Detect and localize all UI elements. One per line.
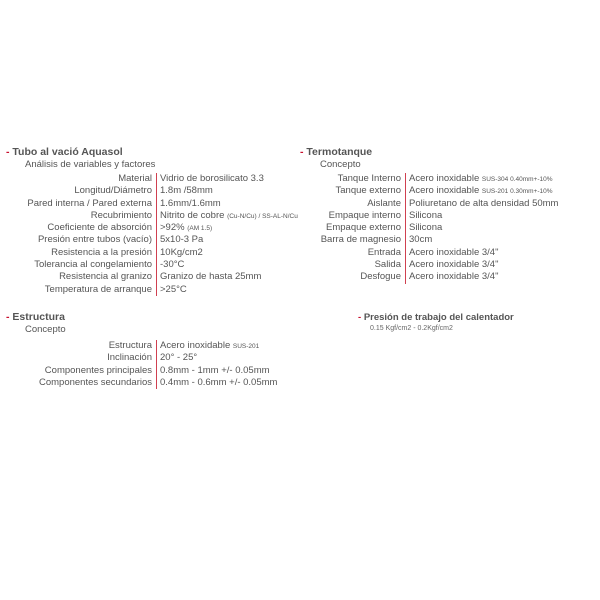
- spec-row: [6, 173, 296, 185]
- spec-value: [409, 259, 498, 271]
- spec-value-note: SUS-201: [232, 343, 260, 350]
- spec-value-note: (Cu-N/Cu) / SS-AL-N/Cu: [227, 212, 298, 220]
- spec-value-main: Acero inoxidable: [160, 340, 233, 351]
- spec-value-main: Vidrio de borosilicato 3.3: [160, 173, 264, 184]
- spec-label: Temperatura de arranque: [44, 283, 152, 295]
- spec-row: [6, 340, 296, 352]
- spec-label: Tanque externo: [335, 185, 401, 197]
- spec-label: Material: [118, 173, 152, 184]
- termotanque-section: [300, 146, 600, 284]
- spec-row: [300, 247, 600, 259]
- spec-row: [6, 198, 296, 210]
- spec-value-note: (AM 1.5): [187, 225, 213, 233]
- spec-row: [6, 185, 296, 197]
- spec-value-main: >25°C: [160, 283, 187, 295]
- spec-value-main: 0.8mm - 1mm +/- 0.05mm: [160, 364, 270, 376]
- spec-row: [300, 222, 600, 234]
- spec-value: [160, 352, 197, 364]
- column-divider: [405, 173, 406, 284]
- spec-label: Barra de magnesio: [320, 234, 401, 246]
- spec-value-main: Silicona: [409, 222, 443, 234]
- column-divider: [156, 340, 157, 389]
- estructura-table: [6, 340, 296, 389]
- spec-label: Inclinación: [107, 352, 152, 364]
- bullet-icon: -: [358, 312, 362, 323]
- spec-value: [409, 271, 498, 283]
- estructura-section: [6, 311, 296, 389]
- spec-value-main: 30cm: [409, 234, 433, 246]
- estructura-title: - Estructura: [6, 311, 65, 323]
- tubo-table: [6, 173, 296, 296]
- spec-value: [409, 210, 442, 222]
- spec-value: [160, 365, 270, 377]
- spec-value-main: -30°C: [160, 259, 185, 271]
- spec-value: [160, 185, 213, 197]
- bullet-icon: -: [6, 311, 10, 323]
- spec-label: Tanque Interno: [337, 173, 401, 184]
- spec-label: Pared interna / Pared externa: [27, 197, 152, 209]
- spec-row: [6, 247, 296, 259]
- bullet-icon: -: [6, 146, 10, 158]
- spec-value: [160, 198, 221, 210]
- spec-value: [160, 210, 298, 223]
- spec-label: Empaque externo: [326, 222, 401, 234]
- spec-row: [300, 234, 600, 246]
- spec-value-main: 20° - 25°: [160, 352, 198, 364]
- spec-row: [300, 271, 600, 283]
- spec-value: [409, 185, 553, 198]
- spec-label: Coeficiente de absorción: [47, 222, 152, 234]
- spec-value: [409, 222, 442, 234]
- spec-label: Longitud/Diámetro: [74, 185, 152, 197]
- spec-label: Componentes secundarios: [38, 376, 152, 388]
- spec-label: Presión entre tubos (vacío): [37, 234, 152, 246]
- spec-label: Tolerancia al congelamiento: [34, 259, 152, 271]
- tubo-subtitle: Análisis de variables y factores: [25, 159, 156, 170]
- presion-value: 0.15 Kgf/cm2 - 0.2Kgf/cm2: [370, 325, 453, 332]
- spec-value-main: 1.6mm/1.6mm: [160, 197, 221, 209]
- spec-value: [409, 234, 432, 246]
- spec-label: Desfogue: [360, 271, 401, 283]
- spec-row: [6, 271, 296, 283]
- spec-row: [6, 352, 296, 364]
- spec-row: [6, 259, 296, 271]
- spec-label: Resistencia al granizo: [59, 271, 152, 283]
- column-divider: [156, 173, 157, 296]
- spec-value-main: Acero inoxidable 3/4": [409, 246, 499, 258]
- spec-value: [160, 173, 264, 185]
- termotanque-title: - Termotanque: [300, 146, 373, 158]
- spec-value-main: Silicona: [409, 209, 443, 221]
- estructura-subtitle: Concepto: [25, 324, 66, 335]
- spec-value-main: Acero inoxidable: [409, 173, 482, 184]
- spec-label: Recubrimiento: [90, 209, 152, 221]
- spec-row: [6, 210, 296, 222]
- spec-value-main: 5x10-3 Pa: [160, 234, 204, 246]
- bullet-icon: -: [300, 146, 304, 158]
- spec-value-main: 10Kg/cm2: [160, 246, 203, 258]
- spec-row: [300, 185, 600, 197]
- spec-value-main: Granizo de hasta 25mm: [160, 271, 262, 283]
- spec-row: [6, 377, 296, 389]
- spec-row: [6, 222, 296, 234]
- spec-value-main: 0.4mm - 0.6mm +/- 0.05mm: [160, 376, 278, 388]
- spec-label: Empaque interno: [328, 209, 401, 221]
- spec-value: [409, 198, 558, 210]
- spec-value: [160, 377, 277, 389]
- spec-value: [409, 173, 553, 186]
- spec-value-main: Poliuretano de alta densidad 50mm: [409, 197, 559, 209]
- spec-value-main: >92%: [160, 222, 188, 234]
- termotanque-subtitle: Concepto: [320, 159, 361, 170]
- presion-title: - Presión de trabajo del calentador: [358, 312, 514, 323]
- spec-value-main: Acero inoxidable: [409, 185, 482, 197]
- spec-value-main: 1.8m /58mm: [160, 185, 213, 197]
- spec-value: [160, 271, 261, 283]
- spec-label: Componentes principales: [44, 364, 152, 376]
- spec-row: [300, 259, 600, 271]
- spec-row: [6, 284, 296, 296]
- spec-label: Estructura: [108, 340, 152, 351]
- spec-row: [6, 365, 296, 377]
- spec-row: [6, 234, 296, 246]
- spec-label: Resistencia a la presión: [51, 246, 152, 258]
- spec-row: [300, 210, 600, 222]
- spec-value: [160, 222, 212, 235]
- spec-value: [160, 234, 203, 246]
- spec-value-note: SUS-304 0.40mm+-10%: [481, 176, 553, 183]
- spec-value-main: Nitrito de cobre: [160, 209, 228, 221]
- spec-label: Salida: [374, 259, 401, 271]
- tubo-title: - Tubo al vació Aquasol: [6, 146, 123, 158]
- spec-value: [409, 247, 498, 259]
- spec-value-note: SUS-201 0.30mm+-10%: [481, 188, 553, 196]
- termotanque-table: [300, 173, 600, 284]
- spec-row: [300, 198, 600, 210]
- spec-value: [160, 247, 203, 259]
- tubo-section: [6, 146, 296, 296]
- presion-section: [358, 311, 598, 332]
- spec-label: Entrada: [367, 246, 401, 258]
- spec-value: [160, 259, 184, 271]
- spec-value-main: Acero inoxidable 3/4": [409, 271, 499, 283]
- spec-value: [160, 284, 187, 296]
- spec-value-main: Acero inoxidable 3/4": [409, 259, 499, 271]
- spec-label: Aislante: [367, 197, 401, 209]
- spec-value: [160, 340, 259, 353]
- spec-row: [300, 173, 600, 185]
